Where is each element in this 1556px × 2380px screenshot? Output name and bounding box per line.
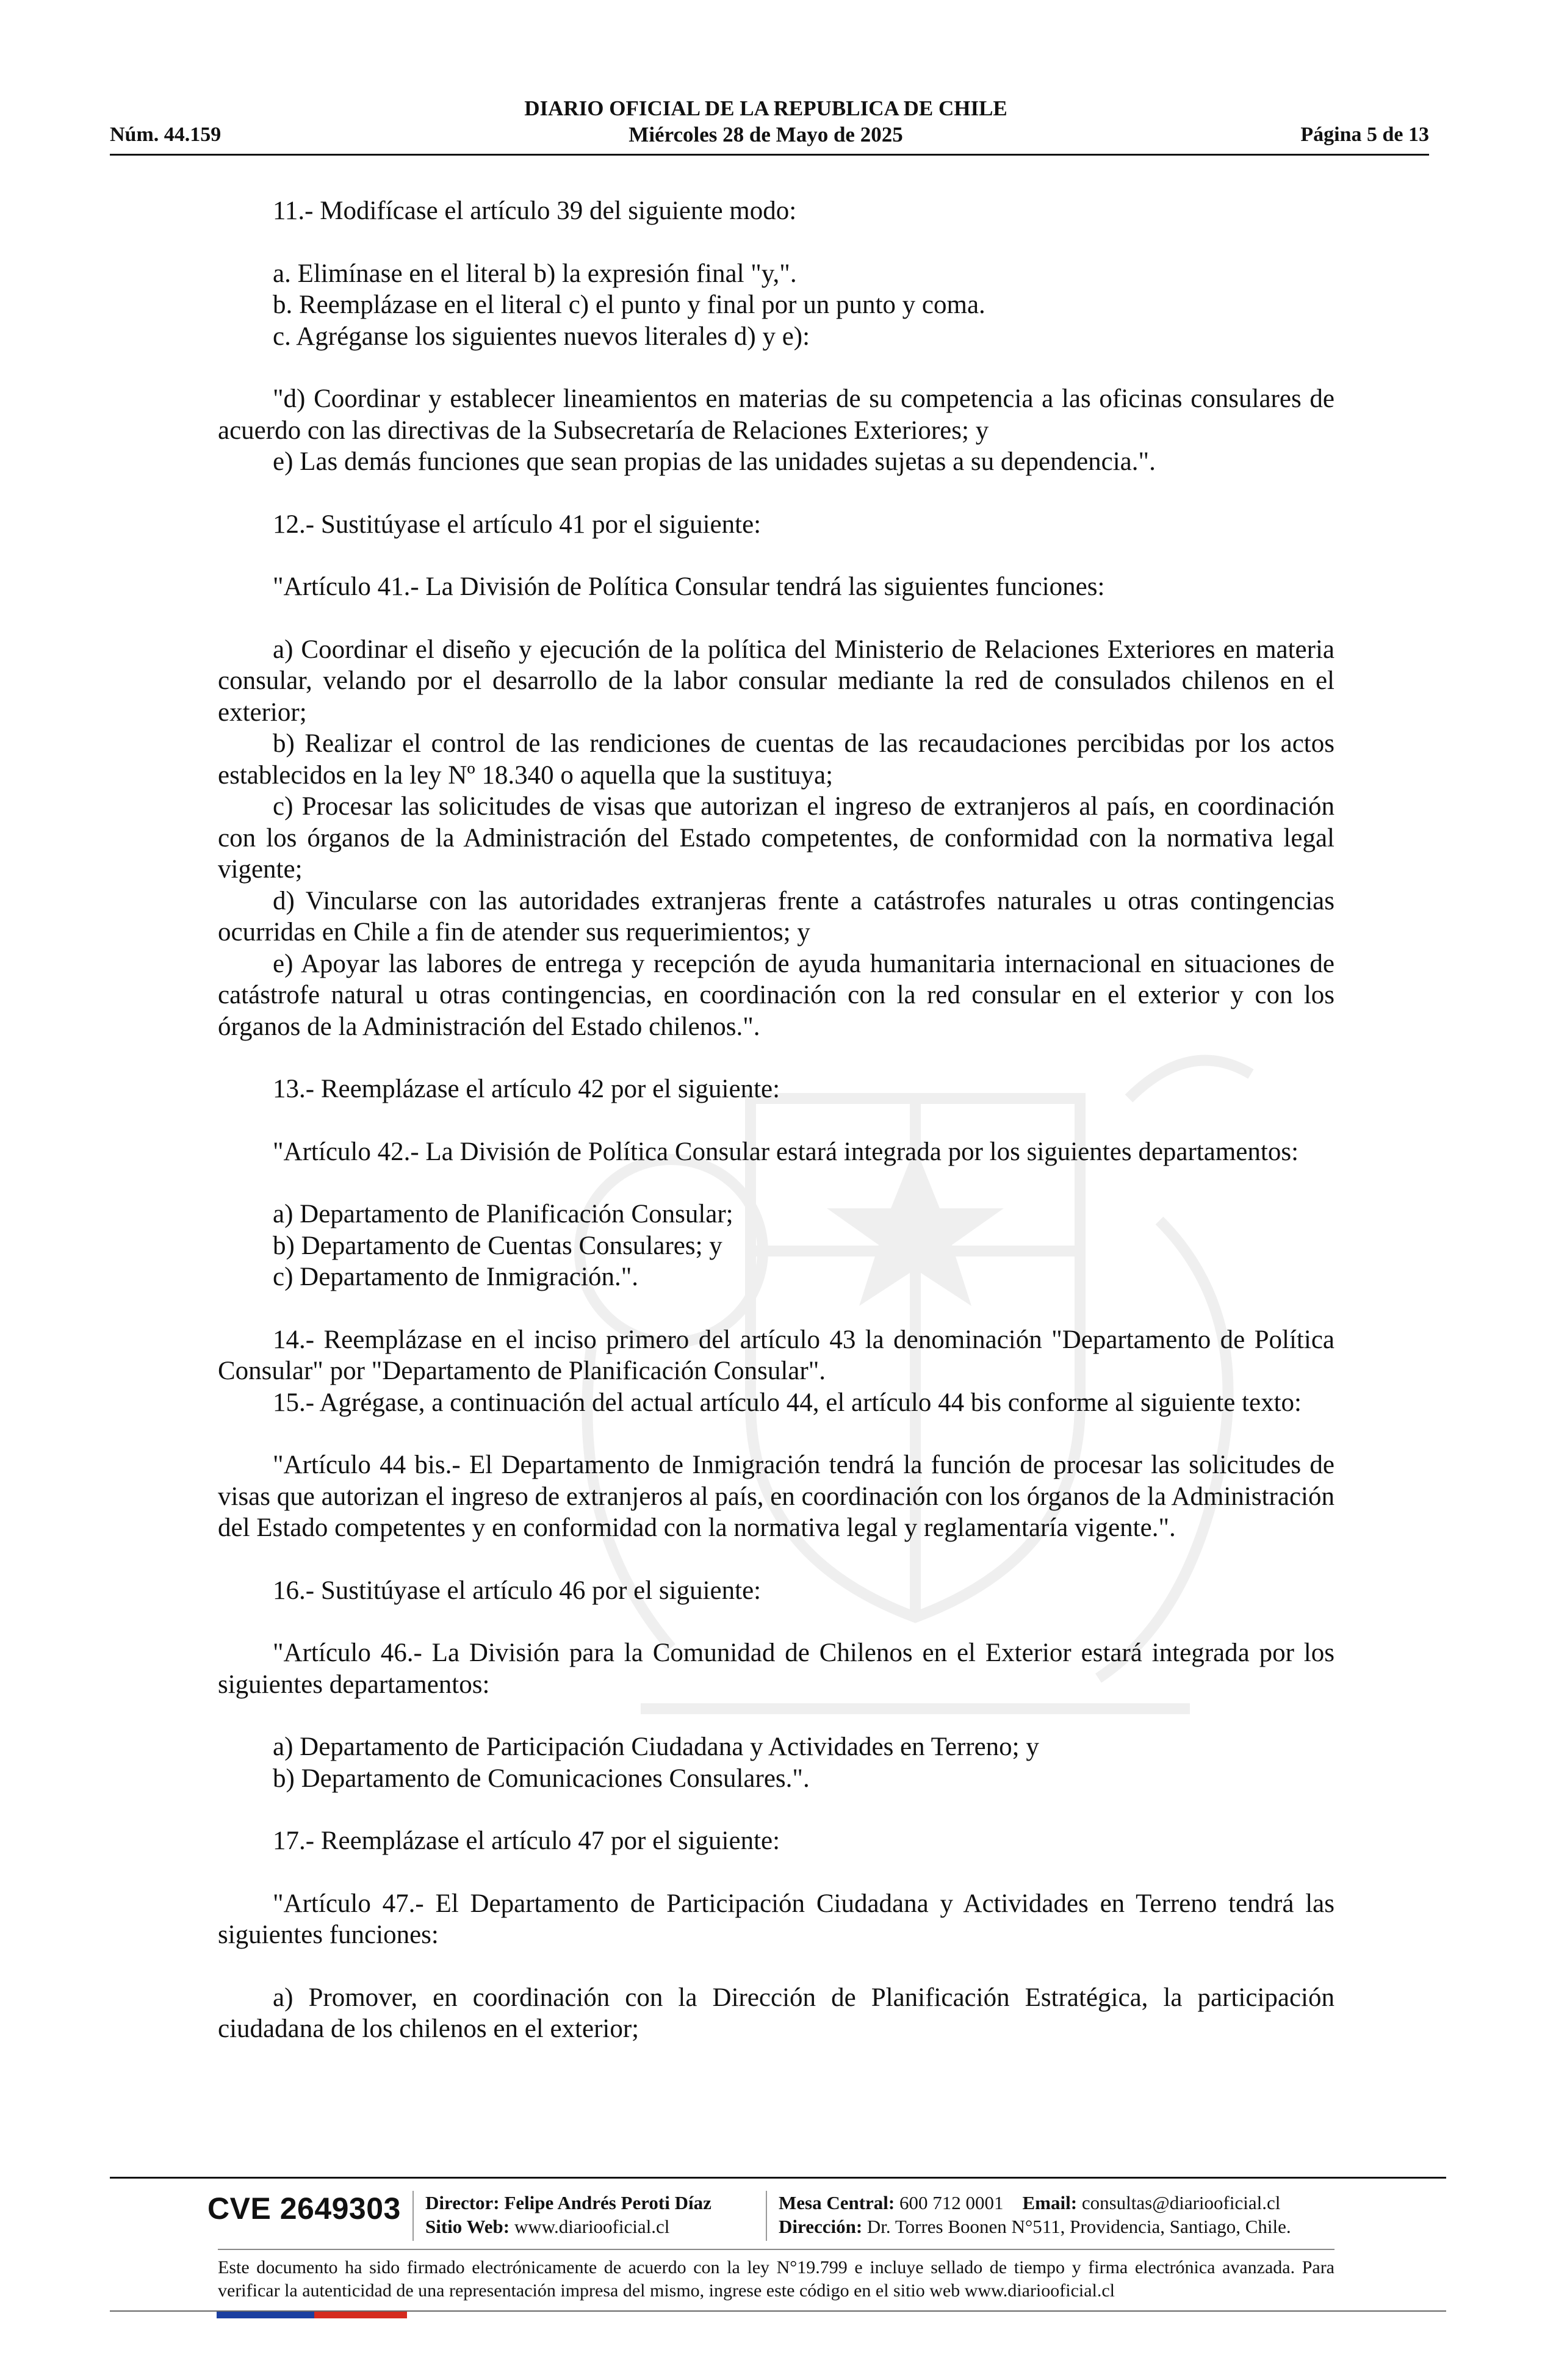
paragraph: 11.- Modifícase el artículo 39 del siguiente modo: (273, 197, 797, 225)
paragraph: e) Las demás funciones que sean propias de las unidades sujetas a su dependencia.". (273, 447, 1156, 476)
paragraph: "Artículo 41.- La División de Política Consular tendrá las siguientes funciones: (273, 572, 1105, 601)
paragraph: a) Promover, en coordinación con la Dirección de Planificación Estratégica, la participación ciudadana de los chilenos en el exterior; (218, 1983, 1334, 2043)
paragraph: 17.- Reemplázase el artículo 47 por el siguiente: (273, 1826, 780, 1855)
address: Dr. Torres Boonen N°511, Providencia, Santiago, Chile. (866, 2216, 1291, 2237)
email-link[interactable]: consultas@diariooficial.cl (1081, 2192, 1281, 2213)
paragraph: b) Departamento de Comunicaciones Consulares.". (273, 1764, 810, 1793)
paragraph: c. Agréganse los siguientes nuevos literales d) y e): (273, 322, 810, 351)
footer-separator (412, 2191, 414, 2241)
paragraph: "Artículo 44 bis.- El Departamento de Inmigración tendrá la función de procesar las solicitudes de visas que autorizan el ingreso de extranjeros al país, en coordinación con los órganos de la Administración del Estado competentes y en conformidad con la normativa legal y reglamentaría vigente.". (218, 1451, 1334, 1542)
paragraph: e) Apoyar las labores de entrega y recepción de ayuda humanitaria internacional en situaciones de catástrofe natural u otras contingencias, en coordinación con la red consular en el exterior y con los órganos de la Administración del Estado chilenos.". (218, 949, 1334, 1041)
footer-director-block (425, 2191, 711, 2238)
footer-inner-divider (218, 2249, 1334, 2250)
signature-disclaimer: Este documento ha sido firmado electrónicamente de acuerdo con la ley N°19.799 e incluye sellado de tiempo y firma electrónica avanzada. Para verificar la autenticidad de una representación impresa del mismo, ingrese este código en el sitio web www.diariooficial.cl (218, 2257, 1334, 2301)
paragraph: "d) Coordinar y establecer lineamientos en materias de su competencia a las oficinas consulares de acuerdo con las directivas de la Subsecretaría de Relaciones Exteriores; y (218, 384, 1334, 445)
paragraph: b) Realizar el control de las rendiciones de cuentas de las recaudaciones percibidas por los actos establecidos en la ley Nº 18.340 o aquella que la sustituya; (218, 729, 1334, 790)
website-label: Sitio Web: (425, 2216, 510, 2237)
cve-code: CVE 2649303 (207, 2191, 401, 2226)
paragraph: b. Reemplázase en el literal c) el punto y final por un punto y coma. (273, 290, 985, 319)
page-number: Página 5 de 13 (1300, 123, 1429, 146)
paragraph: d) Vincularse con las autoridades extranjeras frente a catástrofes naturales u otras contingencias ocurridas en Chile a fin de atender sus requerimientos; y (218, 886, 1334, 947)
publication-date: Miércoles 28 de Mayo de 2025 (629, 123, 903, 146)
footer-divider (110, 2177, 1446, 2179)
publication-title: DIARIO OFICIAL DE LA REPUBLICA DE CHILE (524, 96, 1007, 120)
address-label: Dirección: (779, 2216, 863, 2237)
paragraph: a) Departamento de Planificación Consular; (273, 1200, 733, 1228)
paragraph: "Artículo 46.- La División para la Comunidad de Chilenos en el Exterior estará integrada por los siguientes departamentos: (218, 1639, 1334, 1699)
header-divider (110, 154, 1429, 156)
paragraph: 15.- Agrégase, a continuación del actual artículo 44, el artículo 44 bis conforme al siguiente texto: (273, 1388, 1302, 1417)
flag-stripe-blue (217, 2312, 314, 2318)
phone-number: 600 712 0001 (899, 2192, 1004, 2213)
paragraph: "Artículo 42.- La División de Política Consular estará integrada por los siguientes departamentos: (273, 1137, 1299, 1166)
phone-label: Mesa Central: (779, 2192, 895, 2213)
paragraph: 16.- Sustitúyase el artículo 46 por el siguiente: (273, 1576, 762, 1605)
paragraph: a. Elimínase en el literal b) la expresión final "y,". (273, 259, 797, 288)
paragraph: c) Departamento de Inmigración.". (273, 1263, 638, 1291)
paragraph: a) Coordinar el diseño y ejecución de la política del Ministerio de Relaciones Exteriores en materia consular, velando por el desarrollo de la labor consular mediante la red de consulados chilenos en el exterior; (218, 635, 1334, 727)
director-name: Felipe Andrés Peroti Díaz (504, 2192, 711, 2213)
footer-contact-block (779, 2191, 1291, 2238)
website-link[interactable]: www.diariooficial.cl (514, 2216, 670, 2237)
paragraph: 14.- Reemplázase en el inciso primero del artículo 43 la denominación "Departamento de Política Consular" por "Departamento de Planificación Consular". (218, 1325, 1334, 1385)
director-label: Director: (425, 2192, 500, 2213)
paragraph: b) Departamento de Cuentas Consulares; y (273, 1231, 722, 1260)
paragraph: 12.- Sustitúyase el artículo 41 por el siguiente: (273, 510, 762, 539)
issue-number: Núm. 44.159 (110, 123, 222, 146)
paragraph: a) Departamento de Participación Ciudadana y Actividades en Terreno; y (273, 1733, 1039, 1761)
document-body (218, 195, 1334, 2045)
footer-separator (766, 2191, 767, 2241)
email-label: Email: (1022, 2192, 1078, 2213)
flag-stripe-red (314, 2312, 407, 2318)
paragraph: 13.- Reemplázase el artículo 42 por el siguiente: (273, 1075, 780, 1103)
paragraph: "Artículo 47.- El Departamento de Participación Ciudadana y Actividades en Terreno tendrá las siguientes funciones: (218, 1889, 1334, 1949)
paragraph: c) Procesar las solicitudes de visas que autorizan el ingreso de extranjeros al país, en coordinación con los órganos de la Administración del Estado competentes, de conformidad con la normativa legal vigente; (218, 792, 1334, 884)
